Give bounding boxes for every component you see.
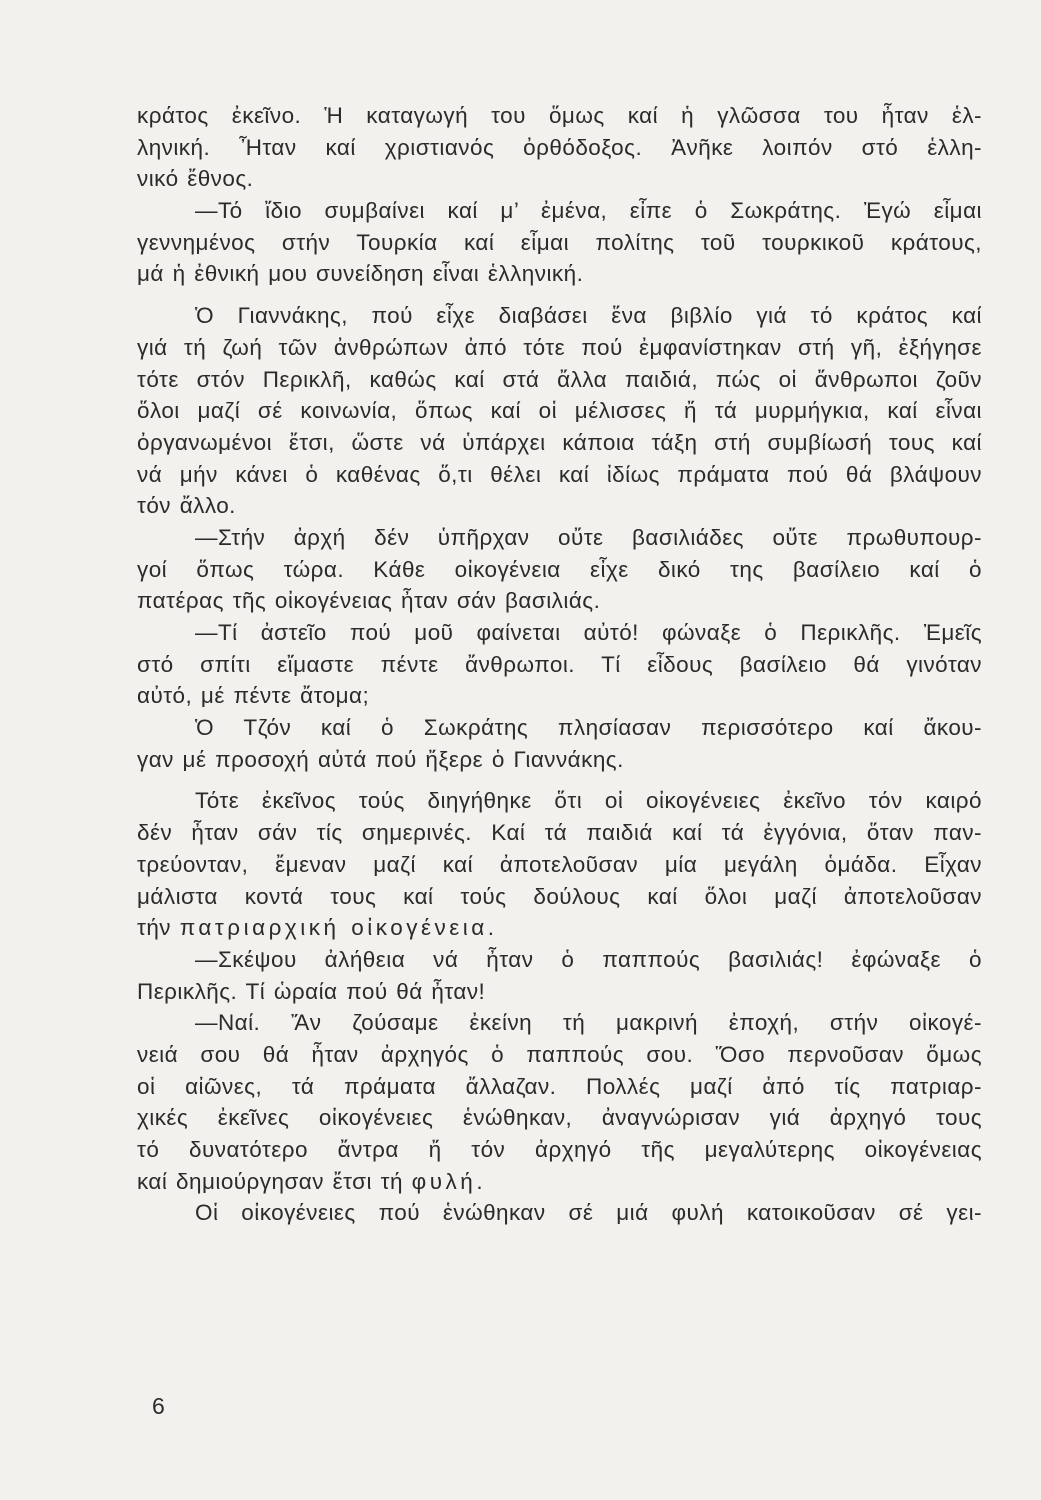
text-line: ληνική. Ἦταν καί χριστιανός ὀρθόδοξος. Ἀνῆκε λοιπόν στό ἑλλη- (137, 134, 982, 160)
text-line: γαν μέ προσοχή αὐτά πού ἤξερε ὁ Γιαννάκης. (137, 746, 624, 772)
text-line: πατέρας τῆς οἰκογένειας ἦταν σάν βασιλιάς. (137, 588, 601, 614)
text-run: καί δημιούργησαν ἔτσι τή (137, 1168, 412, 1194)
page-text (137, 100, 982, 1229)
text-line: κράτος ἐκεῖνο. Ἡ καταγωγή του ὅμως καί ἡ γλῶσσα του ἦταν ἑλ- (137, 103, 982, 128)
text-line: νειά σου θά ἦταν ἀρχηγός ὁ παππούς σου. Ὅσο περνοῦσαν ὅμως (137, 1041, 982, 1067)
text-line: —Τί ἀστεῖο πού μοῦ φαίνεται αὐτό! φώναξε ὁ Περικλῆς. Ἐμεῖς (195, 620, 982, 645)
text-line: τρεύονταν, ἔμεναν μαζί καί ἀποτελοῦσαν μία μεγάλη ὁμάδα. Εἶχαν (137, 851, 982, 877)
spaced-emphasis: πατριαρχική οἰκογένεια. (179, 915, 498, 941)
text-line: γεννημένος στήν Τουρκία καί εἶμαι πολίτης τοῦ τουρκικοῦ κράτους, (137, 229, 982, 255)
text-run: τήν (137, 915, 180, 941)
page-number: 6 (152, 1393, 165, 1419)
text-run: . (476, 1168, 484, 1194)
text-line: Περικλῆς. Τί ὡραία πού θά ἦταν! (137, 978, 486, 1004)
text-line: νικό ἔθνος. (137, 166, 254, 192)
spaced-emphasis: φυλή (411, 1168, 477, 1194)
text-line: —Τό ἴδιο συμβαίνει καί μ’ ἐμένα, εἶπε ὁ Σωκράτης. Ἐγώ εἶμαι (195, 198, 982, 224)
text-line: δέν ἦταν σάν τίς σημερινές. Καί τά παιδιά καί τά ἐγγόνια, ὅταν παν- (137, 820, 982, 846)
text-line: νά μήν κάνει ὁ καθένας ὅ,τι θέλει καί ἰδίως πράματα πού θά βλάψουν (137, 461, 982, 487)
text-line: μά ἡ ἐθνική μου συνείδηση εἶναι ἑλληνική. (137, 261, 584, 287)
text-line (137, 1166, 982, 1198)
text-line: οἱ αἰῶνες, τά πράματα ἄλλαζαν. Πολλές μαζί ἀπό τίς πατριαρ- (137, 1073, 982, 1099)
text-line: τόν ἄλλο. (137, 493, 236, 519)
text-line: τότε στόν Περικλῆ, καθώς καί στά ἄλλα παιδιά, πώς οἱ ἄνθρωποι ζοῦν (137, 366, 982, 392)
text-line: ὀργανωμένοι ἔτσι, ὥστε νά ὑπάρχει κάποια τάξη στή συμβίωσή τους καί (137, 429, 982, 455)
text-line: —Σκέψου ἀλήθεια νά ἦταν ὁ παππούς βασιλιάς! ἐφώναξε ὁ (195, 946, 982, 972)
text-line: —Στήν ἀρχή δέν ὑπῆρχαν οὔτε βασιλιάδες οὔτε πρωθυπουρ- (195, 524, 982, 550)
text-line: γοί ὅπως τώρα. Κάθε οἰκογένεια εἶχε δικό της βασίλειο καί ὁ (137, 556, 982, 582)
text-line: ὅλοι μαζί σέ κοινωνία, ὅπως καί οἱ μέλισσες ἤ τά μυρμήγκια, καί εἶναι (137, 398, 982, 424)
text-line: Ὁ Τζόν καί ὁ Σωκράτης πλησίασαν περισσότερο καί ἄκου- (195, 715, 982, 741)
text-line (137, 912, 982, 944)
text-line: χικές ἐκεῖνες οἰκογένειες ἑνώθηκαν, ἀναγνώρισαν γιά ἀρχηγό τους (137, 1105, 982, 1131)
text-line: Τότε ἐκεῖνος τούς διηγήθηκε ὅτι οἱ οἰκογένειες ἐκεῖνο τόν καιρό (195, 788, 982, 814)
text-line: γιά τή ζωή τῶν ἀνθρώπων ἀπό τότε πού ἐμφανίστηκαν στή γῆ, ἐξήγησε (137, 334, 982, 360)
text-line: μάλιστα κοντά τους καί τούς δούλους καί ὅλοι μαζί ἀποτελοῦσαν (137, 883, 982, 909)
text-line: Ὁ Γιαννάκης, πού εἶχε διαβάσει ἕνα βιβλίο γιά τό κράτος καί (195, 303, 982, 329)
text-line: Οἱ οἰκογένειες πού ἑνώθηκαν σέ μιά φυλή κατοικοῦσαν σέ γει- (195, 1200, 982, 1226)
text-line: —Ναί. Ἄν ζούσαμε ἐκείνη τή μακρινή ἐποχή, στήν οἰκογέ- (195, 1010, 982, 1036)
text-line: αὐτό, μέ πέντε ἄτομα; (137, 683, 370, 709)
text-line: τό δυνατότερο ἄντρα ἤ τόν ἀρχηγό τῆς μεγαλύτερης οἰκογένειας (137, 1137, 982, 1162)
text-line: στό σπίτι εἴμαστε πέντε ἄνθρωποι. Τί εἶδους βασίλειο θά γινόταν (137, 651, 982, 677)
